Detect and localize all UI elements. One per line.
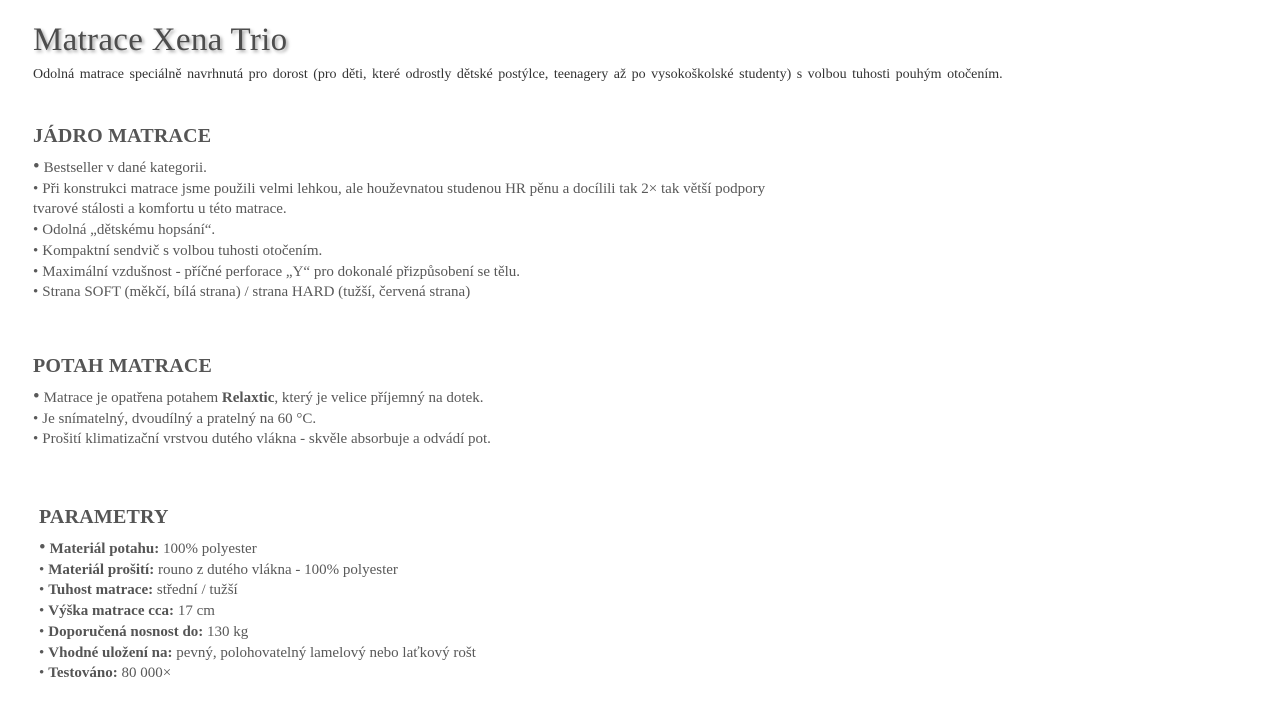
param-label: Testováno: [48,665,118,682]
bullet-icon: • [39,644,45,661]
bullet-icon: • [39,582,45,599]
bullet-icon: • [33,156,40,177]
param-row [39,601,476,622]
params-list [39,539,476,684]
param-row [39,560,476,581]
section-heading-params: PARAMETRY [39,506,169,528]
core-list [33,158,793,303]
section-heading-cover: POTAH MATRACE [33,355,213,377]
cover-brand-name: Relaxtic [221,390,275,406]
list-item-text: , který je velice příjemný na dotek. [274,390,484,406]
list-item-text: Prošití klimatizační vrstvou dutého vlákna - skvěle absorbuje a odvádí pot. [42,431,491,448]
param-row [39,643,476,664]
list-item-text: Matrace je opatřena potahem [43,390,222,406]
param-row [39,622,476,643]
param-value: pevný, polohovatelný lamelový nebo laťkový rošt [172,644,476,661]
bullet-icon: • [39,537,46,558]
list-item [33,241,793,262]
list-item [33,282,793,303]
bullet-icon: • [33,386,40,407]
param-row [39,663,476,684]
param-value: 100% polyester [159,541,257,557]
bullet-icon: • [33,431,39,448]
param-value: 17 cm [174,603,215,620]
param-row [39,580,476,601]
bullet-icon: • [39,603,45,620]
list-item [33,179,793,220]
param-value: rouno z dutého vlákna - 100% polyester [154,561,398,578]
param-value: 130 kg [203,623,249,640]
param-label: Doporučená nosnost do: [48,623,204,640]
param-value: střední / tužší [153,582,238,599]
param-label: Materiál prošití: [48,561,155,578]
bullet-icon: • [39,665,45,682]
list-item [33,429,491,450]
bullet-icon: • [33,242,39,259]
list-item [33,158,793,179]
page-title: Matrace Xena Trio [33,22,288,58]
list-item-text: Maximální vzdušnost - příčné perforace „Y“ pro dokonalé přizpůsobení se tělu. [42,263,521,280]
list-item [33,220,793,241]
bullet-icon: • [33,180,39,197]
bullet-icon: • [33,284,39,301]
bullet-icon: • [33,263,39,280]
page-subtitle: Odolná matrace speciálně navrhnutá pro dorost (pro děti, které odrostly dětské postýlce, teenagery až po vysokoškolské studenty) s volbou tuhosti pouhým otočením. [33,67,1003,82]
section-params [39,506,476,684]
list-item-text: Bestseller v dané kategorii. [43,160,207,176]
bullet-icon: • [39,561,45,578]
bullet-icon: • [39,623,45,640]
section-heading-core: JÁDRO MATRACE [33,125,212,147]
param-label: Tuhost matrace: [48,582,154,599]
list-item-text: Při konstrukci matrace jsme použili velmi lehkou, ale houževnatou studenou HR pěnu a docílili tak 2× tak větší podpory tvarové stálosti a komfortu u této matrace. [33,180,766,218]
list-item [33,388,491,409]
param-label: Výška matrace cca: [48,603,175,620]
list-item-text: Kompaktní sendvič s volbou tuhosti otočením. [42,242,323,259]
list-item-text: Strana SOFT (měkčí, bílá strana) / strana HARD (tužší, červená strana) [42,284,471,301]
cover-list [33,388,491,450]
param-label: Materiál potahu: [49,541,160,557]
list-item [33,262,793,283]
section-core [33,125,793,303]
param-row [39,539,476,560]
list-item-text: Je snímatelný, dvoudílný a pratelný na 60 °C. [42,410,317,427]
param-label: Vhodné uložení na: [48,644,173,661]
list-item-text: Odolná „dětskému hopsání“. [42,222,216,239]
param-value: 80 000× [117,665,172,682]
list-item [33,409,491,430]
bullet-icon: • [33,222,39,239]
bullet-icon: • [33,410,39,427]
section-cover [33,355,491,450]
